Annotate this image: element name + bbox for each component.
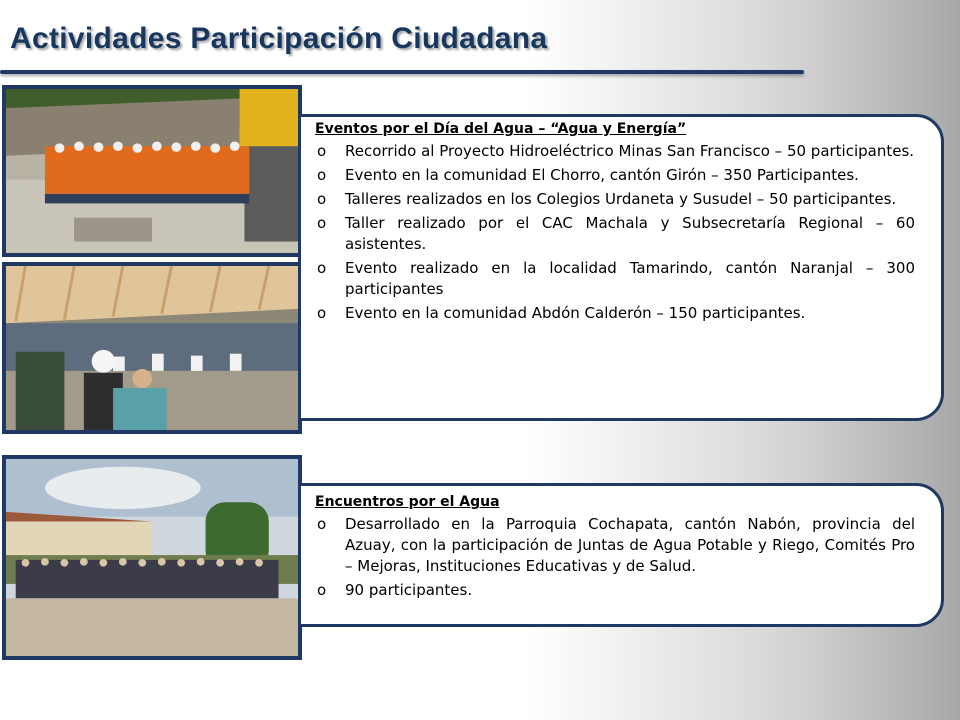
bullet-icon: o (317, 515, 327, 533)
list-item-text: Desarrollado en la Parroquia Cochapata, cantón Nabón, provincia del Azuay, con la participación de Juntas de Agua Potable y Riego, Comités Pro – Mejoras, Instituciones Educativas y de Salud. (345, 515, 915, 575)
photo-construction-group (2, 85, 302, 257)
list-item (315, 580, 915, 601)
bullet-icon: o (317, 581, 327, 599)
bullet-icon: o (317, 304, 327, 322)
bullet-icon: o (317, 142, 327, 160)
bullet-icon: o (317, 190, 327, 208)
title-underline (0, 70, 804, 74)
bullet-icon: o (317, 166, 327, 184)
panel-dia-del-agua-list (315, 141, 915, 324)
list-item (315, 213, 915, 255)
panel-encuentros-heading: Encuentros por el Agua (315, 494, 500, 510)
bullet-icon: o (317, 214, 327, 232)
panel-encuentros-list (315, 514, 915, 601)
bullet-icon: o (317, 259, 327, 277)
panel-dia-del-agua-heading: Eventos por el Día del Agua – “Agua y Energía” (315, 121, 687, 137)
list-item (315, 141, 915, 162)
panel-encuentros-por-el-agua (298, 483, 944, 627)
slide-title: Actividades Participación Ciudadana (10, 22, 548, 55)
list-item-text: 90 participantes. (345, 581, 473, 599)
photo-seated-audience (2, 262, 302, 434)
list-item-text: Taller realizado por el CAC Machala y Subsecretaría Regional – 60 asistentes. (345, 214, 915, 253)
list-item-text: Talleres realizados en los Colegios Urdaneta y Susudel – 50 participantes. (345, 190, 897, 208)
panel-dia-del-agua (298, 114, 944, 421)
list-item-text: Evento realizado en la localidad Tamarindo, cantón Naranjal – 300 participantes (345, 259, 915, 298)
photo-plaza-group (2, 455, 302, 660)
list-item-text: Evento en la comunidad Abdón Calderón – 150 participantes. (345, 304, 806, 322)
list-item (315, 258, 915, 300)
list-item (315, 165, 915, 186)
list-item-text: Recorrido al Proyecto Hidroeléctrico Minas San Francisco – 50 participantes. (345, 142, 915, 160)
list-item (315, 303, 915, 324)
list-item-text: Evento en la comunidad El Chorro, cantón Girón – 350 Participantes. (345, 166, 859, 184)
list-item (315, 189, 915, 210)
list-item (315, 514, 915, 577)
